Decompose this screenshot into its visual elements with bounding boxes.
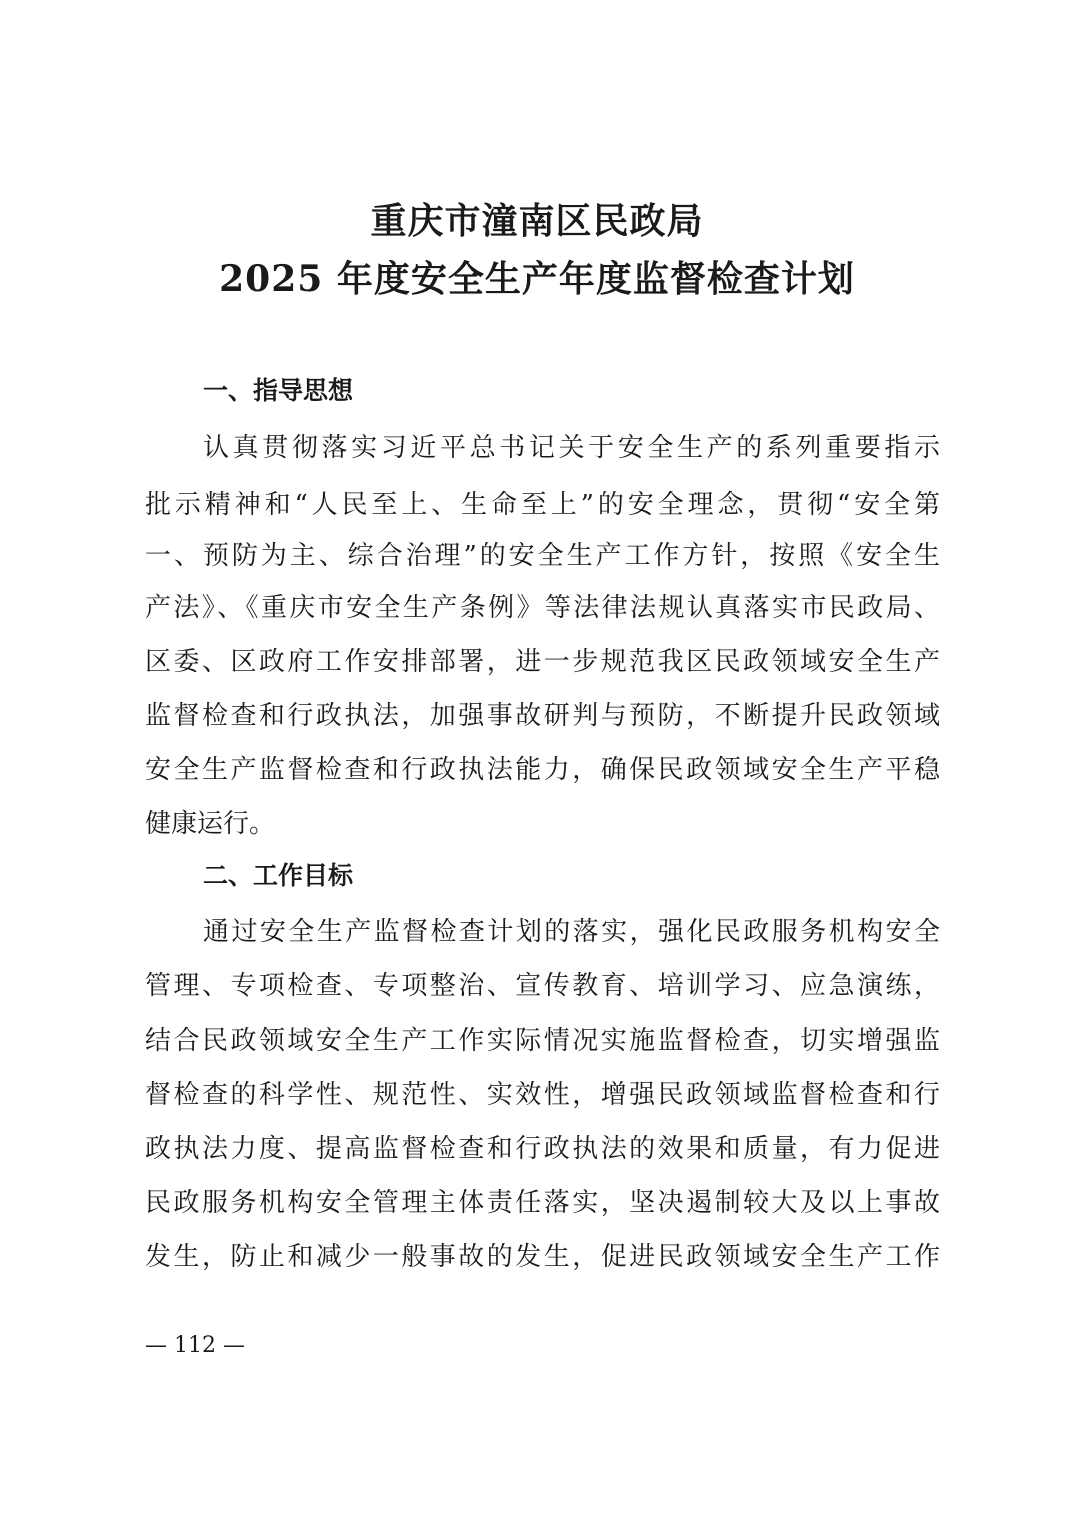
paragraph-line: 区委、区政府工作安排部署，进一步规范我区民政领域安全生产 (145, 647, 940, 677)
paragraph-line: 产法》、《重庆市安全生产条例》等法律法规认真落实市民政局、 (145, 593, 940, 623)
paragraph-line: 一、预防为主、综合治理”的安全生产工作方针，按照《安全生 (145, 541, 940, 571)
page-number: — 112 — (145, 1333, 245, 1358)
paragraph-line: 结合民政领域安全生产工作实际情况实施监督检查，切实增强监 (145, 1026, 940, 1056)
title-line-2: 2025 年度安全生产年度监督检查计划 (219, 258, 855, 300)
paragraph-line: 安全生产监督检查和行政执法能力，确保民政领域安全生产平稳 (145, 755, 940, 785)
paragraph-line: 批示精神和“人民至上、生命至上”的安全理念，贯彻“安全第 (145, 490, 940, 520)
paragraph-line: 发生，防止和减少一般事故的发生，促进民政领域安全生产工作 (145, 1242, 940, 1272)
paragraph-line: 认真贯彻落实习近平总书记关于安全生产的系列重要指示 (203, 433, 940, 463)
paragraph-line: 健康运行。 (145, 809, 276, 839)
paragraph-line: 管理、专项检查、专项整治、宣传教育、培训学习、应急演练， (145, 971, 940, 1001)
section-heading-guiding-thought: 一、指导思想 (203, 376, 354, 405)
paragraph-line: 民政服务机构安全管理主体责任落实，坚决遏制较大及以上事故 (145, 1188, 940, 1218)
section-heading-work-goals: 二、工作目标 (203, 861, 354, 890)
paragraph-line: 督检查的科学性、规范性、实效性，增强民政领域监督检查和行 (145, 1080, 940, 1110)
paragraph-line: 政执法力度、提高监督检查和行政执法的效果和质量，有力促进 (145, 1134, 940, 1164)
paragraph-line: 通过安全生产监督检查计划的落实，强化民政服务机构安全 (203, 917, 940, 947)
paragraph-line: 监督检查和行政执法，加强事故研判与预防，不断提升民政领域 (145, 701, 940, 731)
title-line-1: 重庆市潼南区民政局 (370, 200, 704, 242)
document-title (0, 192, 1074, 308)
